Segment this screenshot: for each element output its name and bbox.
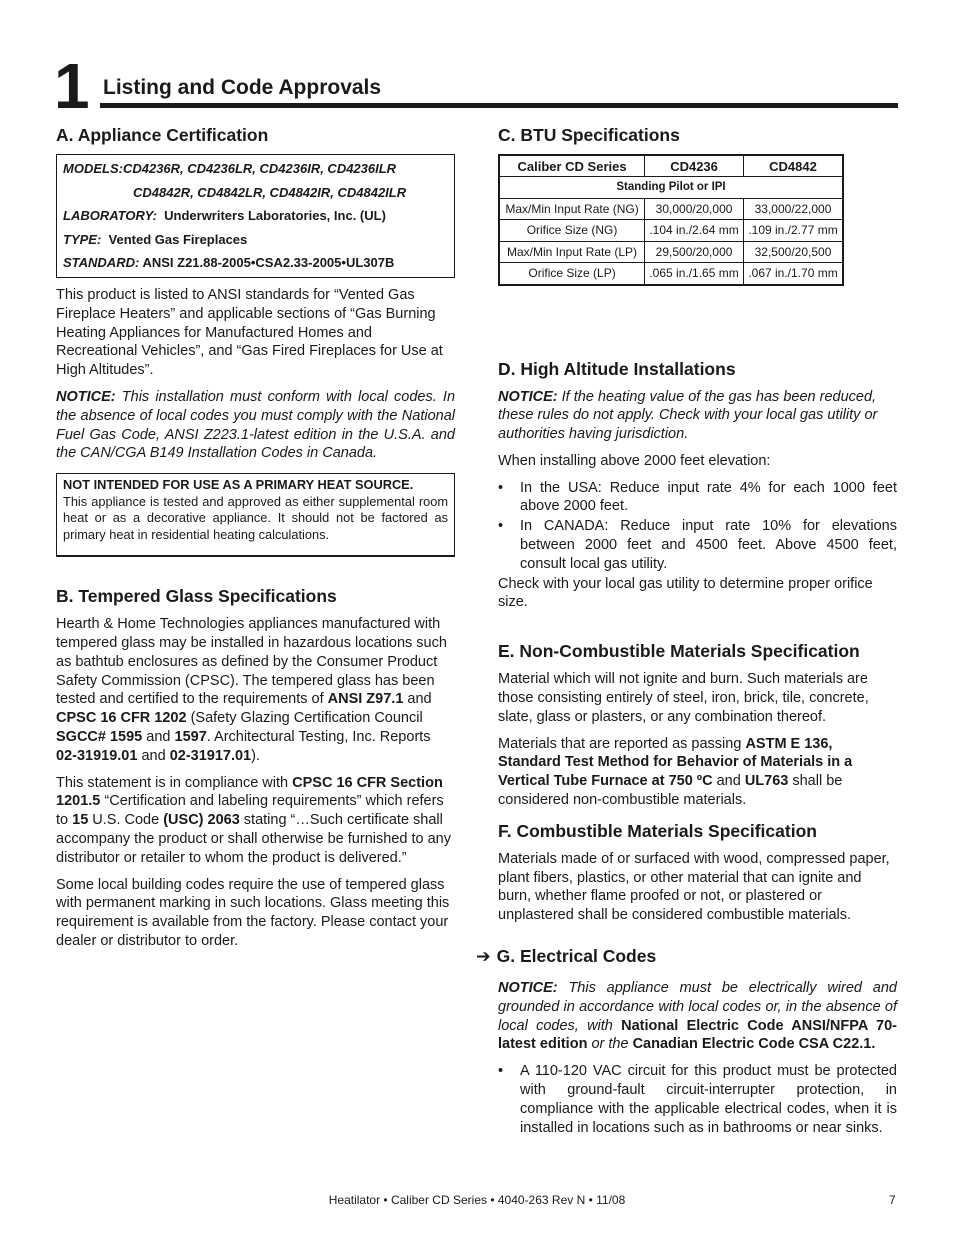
- certification-box: [56, 154, 455, 278]
- section-f-heading: F. Combustible Materials Specification: [498, 820, 817, 841]
- primary-heat-warning: [56, 473, 455, 557]
- btu-table: [498, 154, 844, 286]
- footer-text: Heatilator • Caliber CD Series • 4040-263 Rev N • 11/08: [328, 1193, 626, 1207]
- header-cell: CD4842: [744, 155, 843, 177]
- altitude-outro: Check with your local gas utility to determine proper orifice size.: [498, 575, 873, 611]
- standard-row: STANDARD: ANSI Z21.88-2005•CSA2.33-2005•UL307B: [63, 255, 395, 271]
- chapter-rule: [100, 103, 898, 108]
- models-row-2: CD4842R, CD4842LR, CD4842IR, CD4842ILR: [133, 184, 407, 200]
- btu-table-subheader: [499, 177, 843, 199]
- tempered-glass-paragraph-3: Some local building codes require the use of tempered glass with permanent marking in such locations. Glass meeting this requirement is available from the factory. Please contact your dealer or distributor to order.: [56, 876, 450, 949]
- models-row: MODELS:CD4236R, CD4236LR, CD4236IR, CD4236ILR: [63, 161, 397, 176]
- section-a-heading: A. Appliance Certification: [56, 125, 269, 145]
- warning-title: NOT INTENDED FOR USE AS A PRIMARY HEAT SOURCE.: [63, 477, 414, 493]
- altitude-list: [498, 479, 897, 574]
- electrical-notice: NOTICE: This appliance must be electrically wired and grounded in accordance with local codes or, in the absence of local codes, with National Electric Code ANSI/NFPA 70-latest edition or the Canadian Electric Code CSA C22.1.: [498, 980, 898, 1053]
- arrow-right-icon: ➔: [476, 946, 491, 967]
- section-c-heading: C. BTU Specifications: [498, 125, 680, 145]
- header-cell: Caliber CD Series: [499, 155, 645, 177]
- noncombustible-paragraph-2: Materials that are reported as passing ASTM E 136, Standard Test Method for Behavior of Materials in a Vertical Tube Furnace at 750 ºC and UL763 shall be considered non-combustible materials.: [498, 735, 853, 809]
- warning-body: This appliance is tested and approved as either supplemental room heat or as a decorative appliance. It should not be factored as primary heat in residential heating calculations.: [63, 493, 448, 542]
- noncombustible-paragraph-1: Material which will not ignite and burn. Such materials are those consisting entirely of steel, iron, brick, tile, concrete, slate, glass or plasters, or any combination thereof.: [498, 671, 869, 725]
- chapter-number: 1: [54, 50, 88, 122]
- list-item: • In CANADA: Reduce input rate 10% for elevations between 2000 feet and 4500 feet. Above 4500 feet, consult local gas utility.: [498, 518, 897, 572]
- local-codes-notice: NOTICE: This installation must conform with local codes. In the absence of local codes you must comply with the National Fuel Gas Code, ANSI Z223.1-latest edition in the U.S.A. and the CAN/CGA B149 Installation Codes in Canada.: [56, 388, 456, 462]
- subheader-cell: Standing Pilot or IPI: [499, 177, 843, 199]
- table-row: Orifice Size (NG) .104 in./2.64 mm .109 in./2.77 mm: [499, 220, 843, 242]
- listing-paragraph: This product is listed to ANSI standards for “Vented Gas Fireplace Heaters” and applicable sections of “Gas Burning Heating Appliances for Manufactured Homes and Recreational Vehicles”, and “Gas Fired Fireplaces for Use at High Altitudes”.: [56, 286, 443, 379]
- combustible-paragraph: Materials made of or surfaced with wood, compressed paper, plant fibers, plastics, or other material that can ignite and burn, whether flame proofed or not, or plastered or unplastered shall be considered combustible materials.: [498, 850, 890, 924]
- table-row: Orifice Size (LP) .065 in./1.65 mm .067 in./1.70 mm: [499, 263, 843, 285]
- right-column: [476, 124, 898, 1138]
- section-b-heading: B. Tempered Glass Specifications: [56, 586, 337, 607]
- tempered-glass-paragraph-2: This statement is in compliance with CPSC 16 CFR Section 1201.5 “Certification and labeling requirements” which refers to 15 U.S. Code (USC) 2063 stating “…Such certificate shall accompany the product or shall otherwise be furnished to any distributor or retailer to whom the product is delivered.”: [56, 774, 451, 866]
- type-row: TYPE: Vented Gas Fireplaces: [63, 231, 248, 247]
- altitude-intro: When installing above 2000 feet elevation:: [498, 452, 771, 469]
- laboratory-row: LABORATORY: Underwriters Laboratories, Inc. (UL): [63, 208, 386, 224]
- electrical-list: [498, 1062, 897, 1137]
- altitude-notice: NOTICE: If the heating value of the gas has been reduced, these rules do not apply. Check with your local gas utility or authorities having jurisdiction.: [498, 388, 878, 443]
- header-cell: CD4236: [645, 155, 744, 177]
- table-row: Max/Min Input Rate (LP) 29,500/20,000 32,500/20,500: [499, 241, 843, 263]
- table-row: Max/Min Input Rate (NG) 30,000/20,000 33,000/22,000: [499, 198, 843, 220]
- btu-table-header: [499, 155, 843, 177]
- tempered-glass-paragraph-1: Hearth & Home Technologies appliances manufactured with tempered glass may be installed in hazardous locations such as bathtub enclosures as defined by the Consumer Product Safety Commission (CPSC). The tempered glass has been tested and certified to the requirements of ANSI Z97.1 and CPSC 16 CFR 1202 (Safety Glazing Certification Council SGCC# 1595 and 1597. Architectural Testing, Inc. Reports 02-31919.01 and 02-31917.01).: [56, 616, 447, 764]
- left-column: [56, 124, 455, 959]
- section-d-heading: D. High Altitude Installations: [498, 358, 736, 379]
- page-number: 7: [889, 1193, 896, 1207]
- section-e-heading: E. Non-Combustible Materials Specification: [498, 641, 860, 662]
- list-item: • In the USA: Reduce input rate 4% for each 1000 feet above 2000 feet.: [498, 479, 897, 515]
- list-item: • A 110-120 VAC circuit for this product must be protected with ground-fault circuit-interrupter protection, in compliance with the applicable electrical codes, when it is installed in locations such as in bathrooms or near sinks.: [498, 1063, 897, 1136]
- chapter-title: Listing and Code Approvals: [103, 76, 382, 99]
- section-g-heading: ➔ G. Electrical Codes: [476, 946, 657, 967]
